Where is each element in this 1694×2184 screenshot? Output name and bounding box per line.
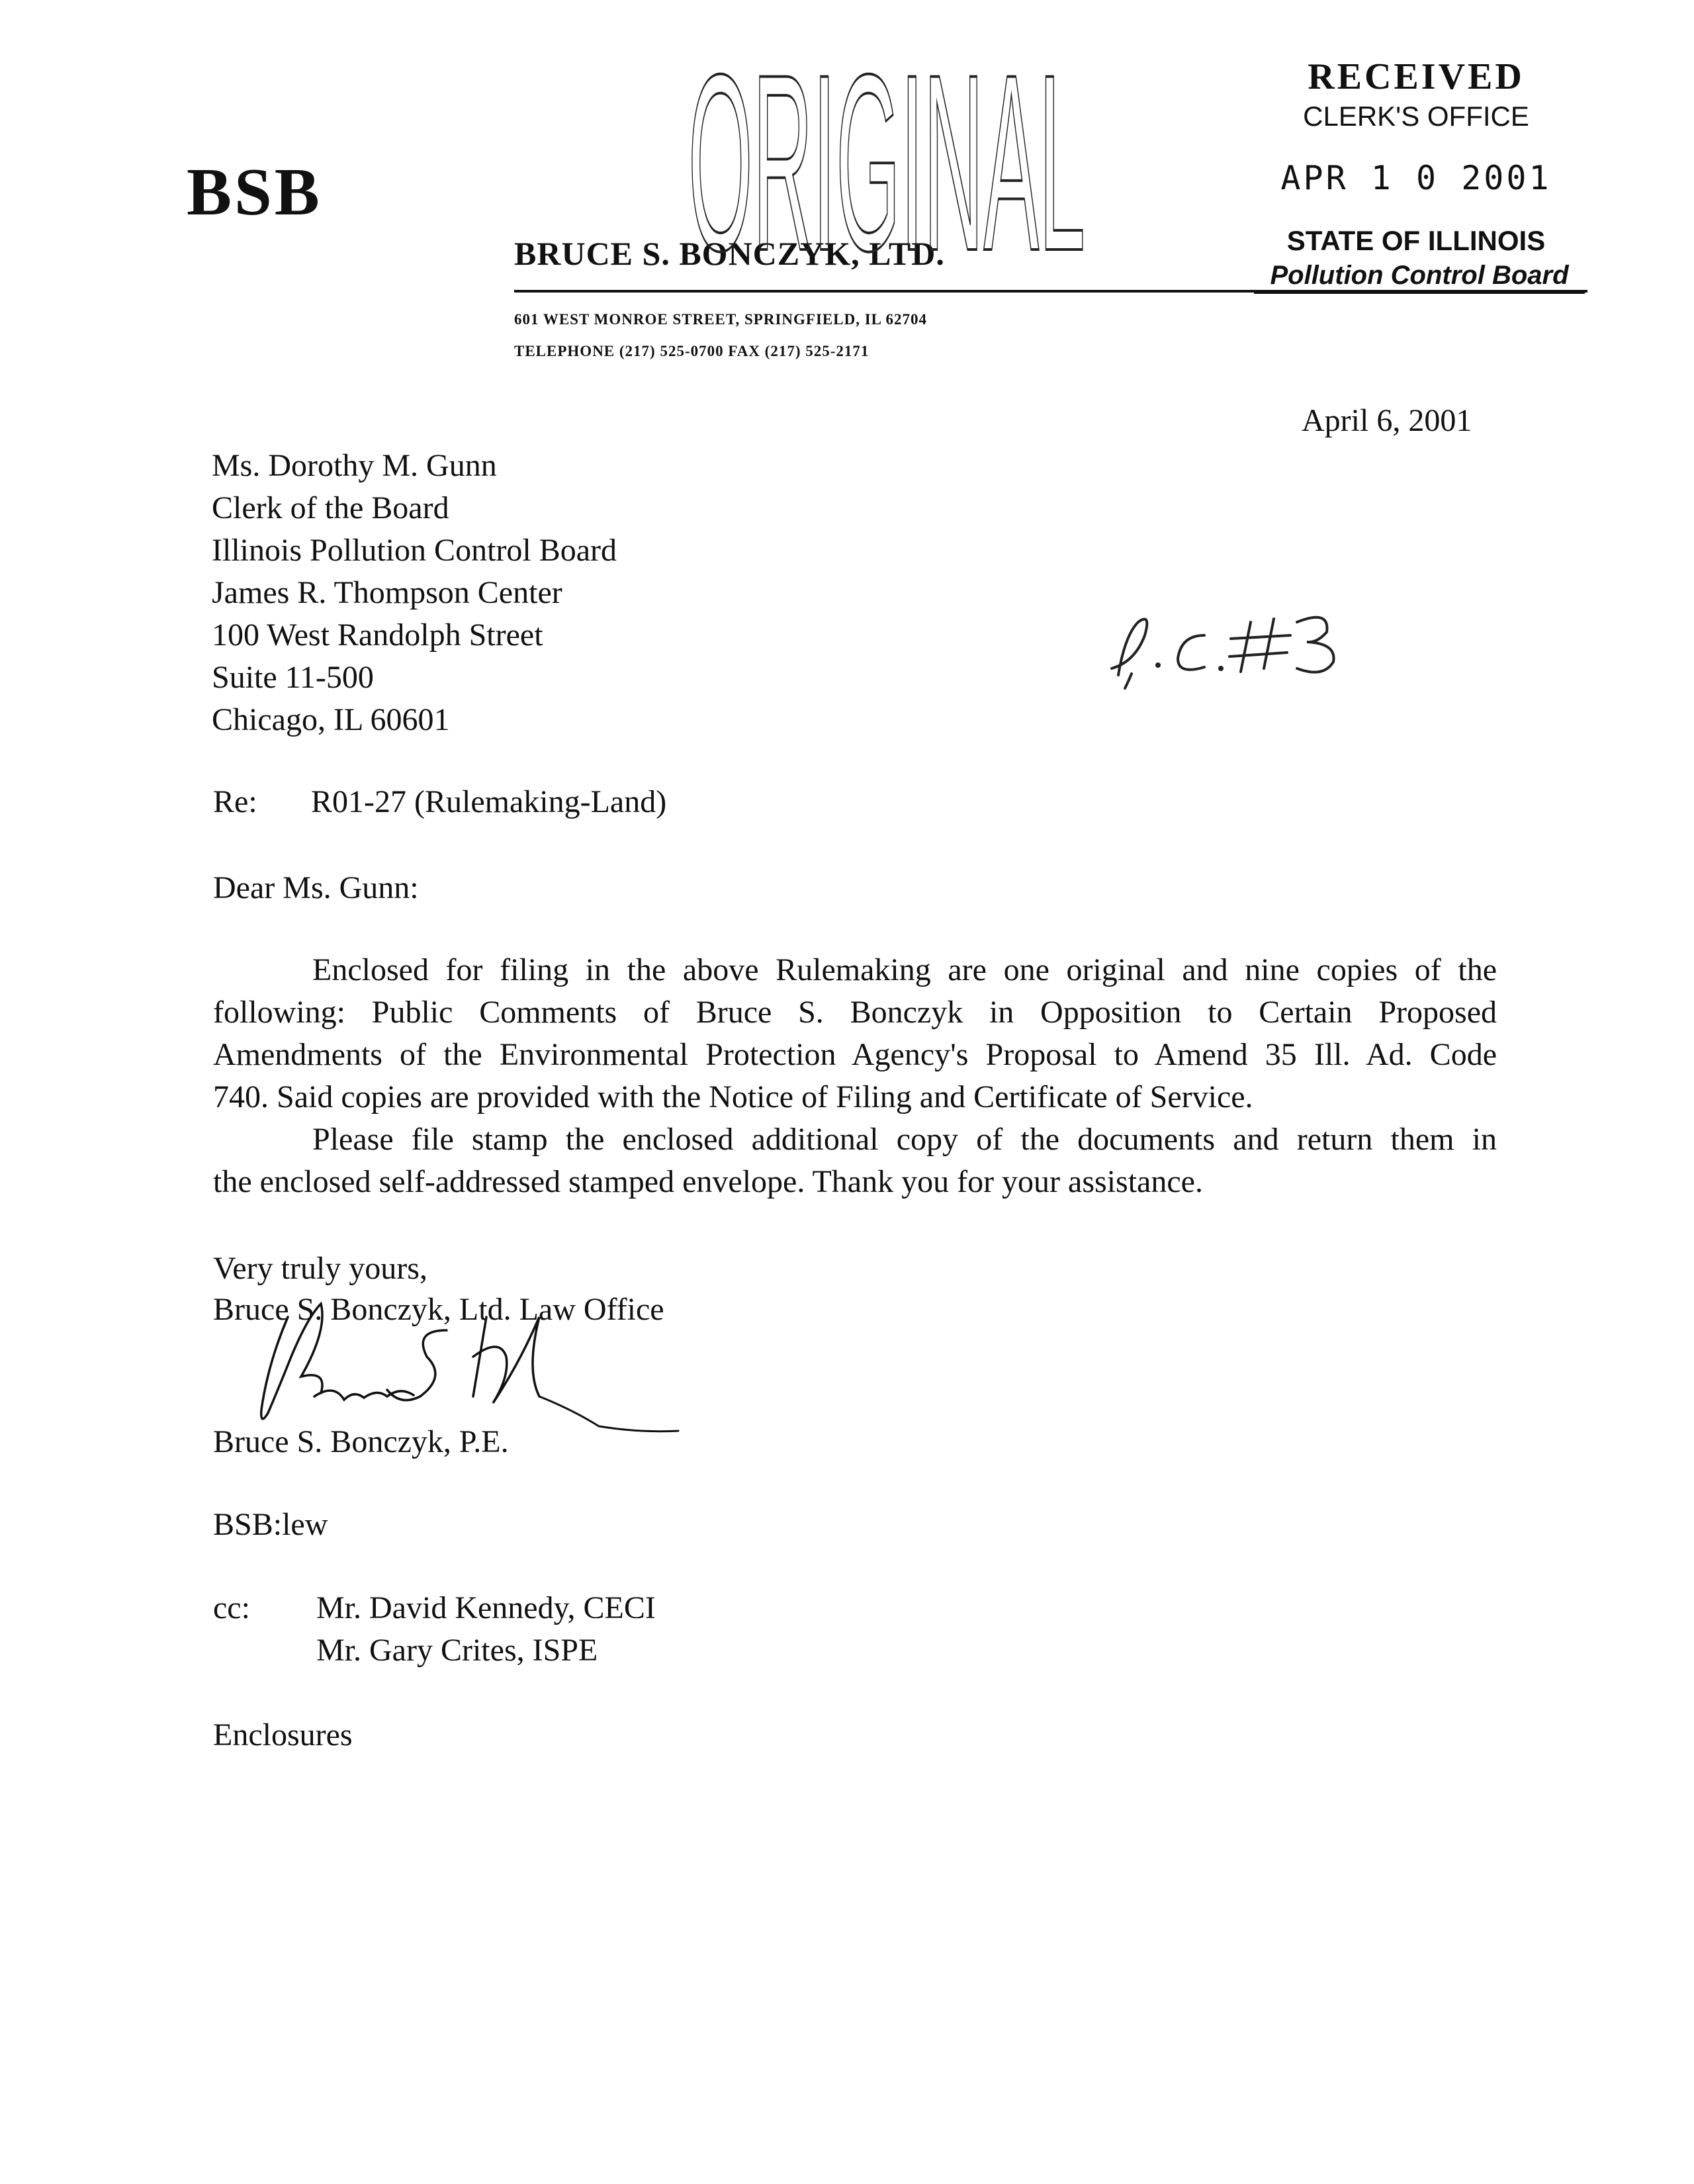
- enclosures-note: Enclosures: [213, 1717, 353, 1752]
- received-stamp-board: Pollution Control Board: [1254, 261, 1585, 294]
- typist-initials: BSB:lew: [213, 1507, 328, 1542]
- re-label: Re:: [213, 784, 257, 819]
- received-stamp-state: STATE OF ILLINOIS: [1286, 225, 1546, 256]
- recipient-line: Illinois Pollution Control Board: [212, 533, 617, 568]
- paragraph-1-line: 740. Said copies are provided with the Notice of Filing and Certificate of Service.: [213, 1079, 1253, 1115]
- letter-date: April 6, 2001: [1302, 403, 1472, 438]
- closing: Very truly yours,: [213, 1251, 427, 1286]
- paragraph-2-line: Please file stamp the enclosed additional copy of the documents and return them in: [312, 1122, 1497, 1157]
- salutation: Dear Ms. Gunn:: [213, 870, 419, 905]
- cc-recipient: Mr. David Kennedy, CECI: [316, 1590, 656, 1625]
- recipient-address: [212, 445, 617, 741]
- letterhead-logo: BSB: [187, 155, 322, 230]
- firm-address: 601 WEST MONROE STREET, SPRINGFIELD, IL 62704: [514, 311, 927, 328]
- recipient-line: James R. Thompson Center: [212, 575, 562, 610]
- paragraph-1-line: Amendments of the Environmental Protection Agency's Proposal to Amend 35 Ill. Ad. Code: [213, 1037, 1497, 1072]
- svg-text:ORIGINAL: ORIGINAL: [688, 61, 1085, 259]
- received-stamp-date: APR 1 0 2001: [1280, 159, 1552, 197]
- firm-name: BRUCE S. BONCZYK, LTD.: [514, 235, 945, 272]
- recipient-line: Clerk of the Board: [212, 490, 449, 525]
- firm-signature-line: Bruce S. Bonczyk, Ltd. Law Office: [213, 1292, 664, 1327]
- recipient-line: Suite 11-500: [212, 660, 374, 695]
- paragraph-1-line: following: Public Comments of Bruce S. Bonczyk in Opposition to Certain Proposed: [213, 995, 1497, 1030]
- recipient-line: Ms. Dorothy M. Gunn: [212, 448, 497, 483]
- re-subject: R01-27 (Rulemaking-Land): [311, 784, 667, 819]
- recipient-line: 100 West Randolph Street: [212, 617, 543, 653]
- firm-phone: TELEPHONE (217) 525-0700 FAX (217) 525-2171: [514, 343, 869, 359]
- received-stamp-title: RECEIVED: [1308, 56, 1525, 97]
- received-stamp-office: CLERK'S OFFICE: [1303, 101, 1529, 132]
- cc-recipient: Mr. Gary Crites, ISPE: [316, 1633, 598, 1668]
- signer-name: Bruce S. Bonczyk, P.E.: [213, 1424, 509, 1459]
- recipient-line: Chicago, IL 60601: [212, 702, 450, 737]
- handwritten-note: [1098, 596, 1363, 705]
- paragraph-1-line: Enclosed for filing in the above Rulemaking are one original and nine copies of the: [312, 952, 1497, 987]
- original-stamp: [682, 61, 1092, 263]
- cc-label: cc:: [213, 1590, 250, 1625]
- paragraph-2-line: the enclosed self-addressed stamped envelope. Thank you for your assistance.: [213, 1164, 1203, 1199]
